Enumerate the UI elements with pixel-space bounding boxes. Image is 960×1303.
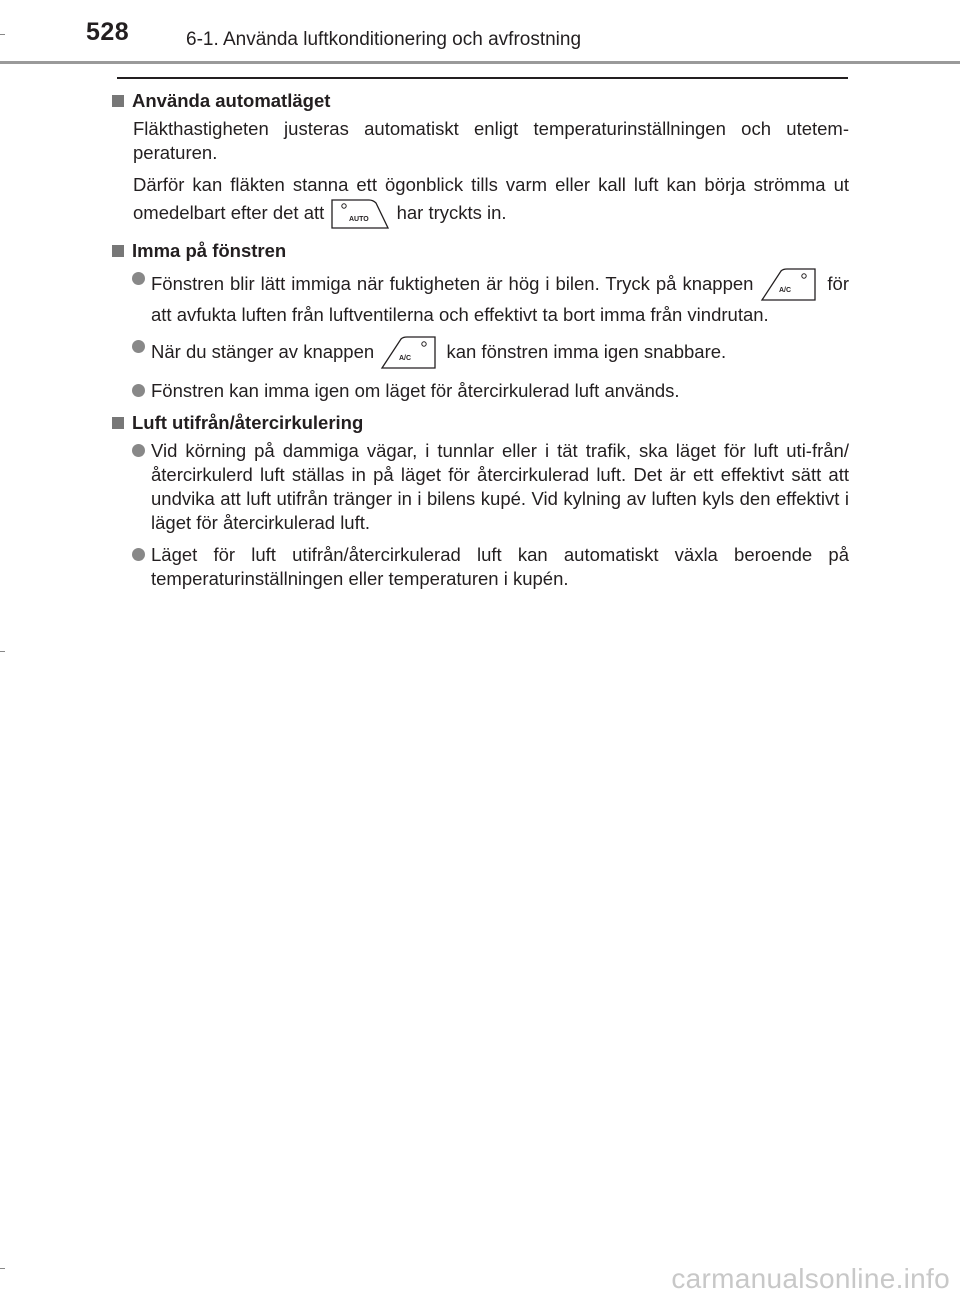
section-automatic-mode xyxy=(112,89,849,231)
section-title xyxy=(112,411,849,435)
paragraph-text: har tryckts in. xyxy=(396,201,507,223)
item-text: kan fönstren imma igen snabbare. xyxy=(446,340,727,362)
content-rule xyxy=(117,77,848,79)
section-title xyxy=(112,89,849,113)
ac-icon-label: A/C xyxy=(399,355,412,362)
paragraph: Fläkthastigheten justeras automatiskt enligt temperaturinställningen och utetem-peraturen. xyxy=(133,118,849,163)
chapter-title: 6-1. Använda luftkonditionering och avfrostning xyxy=(186,29,582,50)
page-number: 528 xyxy=(86,18,130,46)
ac-button-icon xyxy=(379,335,441,371)
list-item xyxy=(132,439,849,535)
crop-mark xyxy=(0,1268,5,1269)
crop-mark xyxy=(0,34,5,35)
section-title-text: Luft utifrån/återcirkulering xyxy=(132,412,364,433)
item-text: Fönstren kan imma igen om läget för återcirkulerad luft används. xyxy=(151,380,680,401)
square-bullet-icon xyxy=(112,95,124,107)
section-title-text: Använda automatläget xyxy=(132,90,331,111)
ac-icon-label: A/C xyxy=(779,287,792,294)
circle-bullet-icon xyxy=(132,340,145,353)
section-window-fog xyxy=(112,239,849,403)
ac-button-icon xyxy=(759,267,821,303)
main-content xyxy=(112,89,849,599)
item-text: Fönstren blir lätt immiga när fuktigheten är hög i bilen. Tryck på knappen xyxy=(151,272,754,294)
list-item xyxy=(132,267,849,327)
item-text: Vid körning på dammiga vägar, i tunnlar eller i tät trafik, ska läget för luft uti-från/återcirkulerd luft ställas in på läget för återcirkulerad luft. Det är ett effektivt sätt att undvika att luft utifrån tränger in i bilens kupé. Vid kylning av luften kyls den effektivt i läget för återcirkulerad luft. xyxy=(151,440,849,533)
circle-bullet-icon xyxy=(132,444,145,457)
auto-icon-label: AUTO xyxy=(349,216,370,223)
item-text: Läget för luft utifrån/återcirkulerad luft kan automatiskt växla beroende på temperaturinställningen eller temperaturen i kupén. xyxy=(151,544,849,589)
watermark: carmanualsonline.info xyxy=(671,1263,950,1294)
circle-bullet-icon xyxy=(132,384,145,397)
circle-bullet-icon xyxy=(132,272,145,285)
section-recirculation xyxy=(112,411,849,591)
item-text: När du stänger av knappen xyxy=(151,340,375,362)
paragraph-text: Därför kan fläkten stanna ett ögonblick tills varm eller kall luft kan börja strömma ut omedelbart efter det att xyxy=(133,174,849,223)
header-rule xyxy=(0,61,960,64)
paragraph xyxy=(133,173,849,231)
auto-button-icon xyxy=(329,197,391,231)
section-title xyxy=(112,239,849,263)
list-item xyxy=(132,335,849,371)
square-bullet-icon xyxy=(112,245,124,257)
section-title-text: Imma på fönstren xyxy=(132,240,287,261)
circle-bullet-icon xyxy=(132,548,145,561)
list-item xyxy=(132,543,849,591)
square-bullet-icon xyxy=(112,417,124,429)
crop-mark xyxy=(0,651,5,652)
list-item xyxy=(132,379,849,403)
item-text: för att avfukta luften från luftventilerna och effektivt ta bort imma från vindrutan. xyxy=(151,272,849,325)
